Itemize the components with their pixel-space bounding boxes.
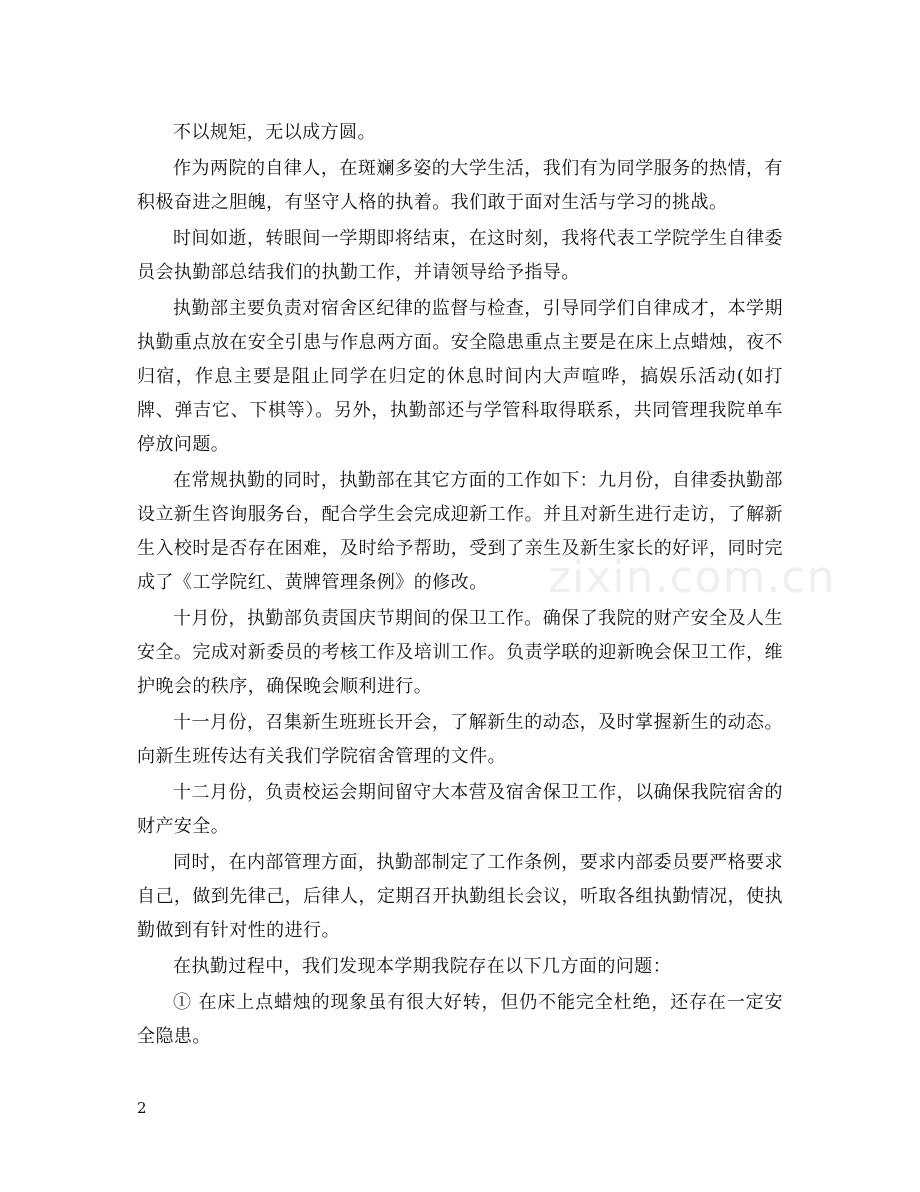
paragraph: ① 在床上点蜡烛的现象虽有很大好转，但仍不能完全杜绝，还存在一定安全隐患。 (137, 992, 783, 1047)
paragraph: 作为两院的自律人，在斑斓多姿的大学生活，我们有为同学服务的热情，有积极奋进之胆魄，有坚守人格的执着。我们敢于面对生活与学习的挑战。 (137, 158, 783, 213)
paragraph: 十一月份，召集新生班班长开会，了解新生的动态，及时掌握新生的动态。向新生班传达有关我们学院宿舍管理的文件。 (137, 712, 783, 767)
paragraph: 十月份，执勤部负责国庆节期间的保卫工作。确保了我院的财产安全及人生安全。完成对新委员的考核工作及培训工作。负责学联的迎新晚会保卫工作，维护晚会的秩序，确保晚会顺利进行。 (137, 608, 783, 697)
paragraph: 执勤部主要负责对宿舍区纪律的监督与检查，引导同学们自律成才，本学期执勤重点放在安全引患与作息两方面。安全隐患重点主要是在床上点蜡烛，夜不归宿，作息主要是阻止同学在归定的休息时间内大声喧哗，搞娱乐活动(如打牌、弹吉它、下棋等）。另外，执勤部还与学管科取得联系，共同管理我院单车停放问题。 (137, 298, 783, 455)
paragraph: 同时，在内部管理方面，执勤部制定了工作条例，要求内部委员要严格要求自己，做到先律己，后律人，定期召开执勤组长会议，听取各组执勤情况，使执勤做到有针对性的进行。 (137, 852, 783, 941)
page-number: 2 (137, 1099, 147, 1117)
document-body (137, 116, 783, 1056)
paragraph: 不以规矩，无以成方圆。 (173, 122, 376, 143)
watermark: zixin.com.cn (548, 552, 836, 603)
paragraph: 十二月份，负责校运会期间留守大本营及宿舍保卫工作，以确保我院宿舍的财产安全。 (137, 782, 783, 837)
paragraph: 时间如逝，转眼间一学期即将结束，在这时刻，我将代表工学院学生自律委员会执勤部总结我们的执勤工作，并请领导给予指导。 (137, 228, 783, 283)
paragraph: 在执勤过程中，我们发现本学期我院存在以下几方面的问题： (173, 956, 672, 977)
paragraph: 在常规执勤的同时，执勤部在其它方面的工作如下：九月份，自律委执勤部设立新生咨询服务台，配合学生会完成迎新工作。并且对新生进行走访，了解新生入校时是否存在困难，及时给予帮助，受到了亲生及新生家长的好评，同时完成了《工学院红、黄牌管理条例》的修改。 (137, 470, 783, 593)
